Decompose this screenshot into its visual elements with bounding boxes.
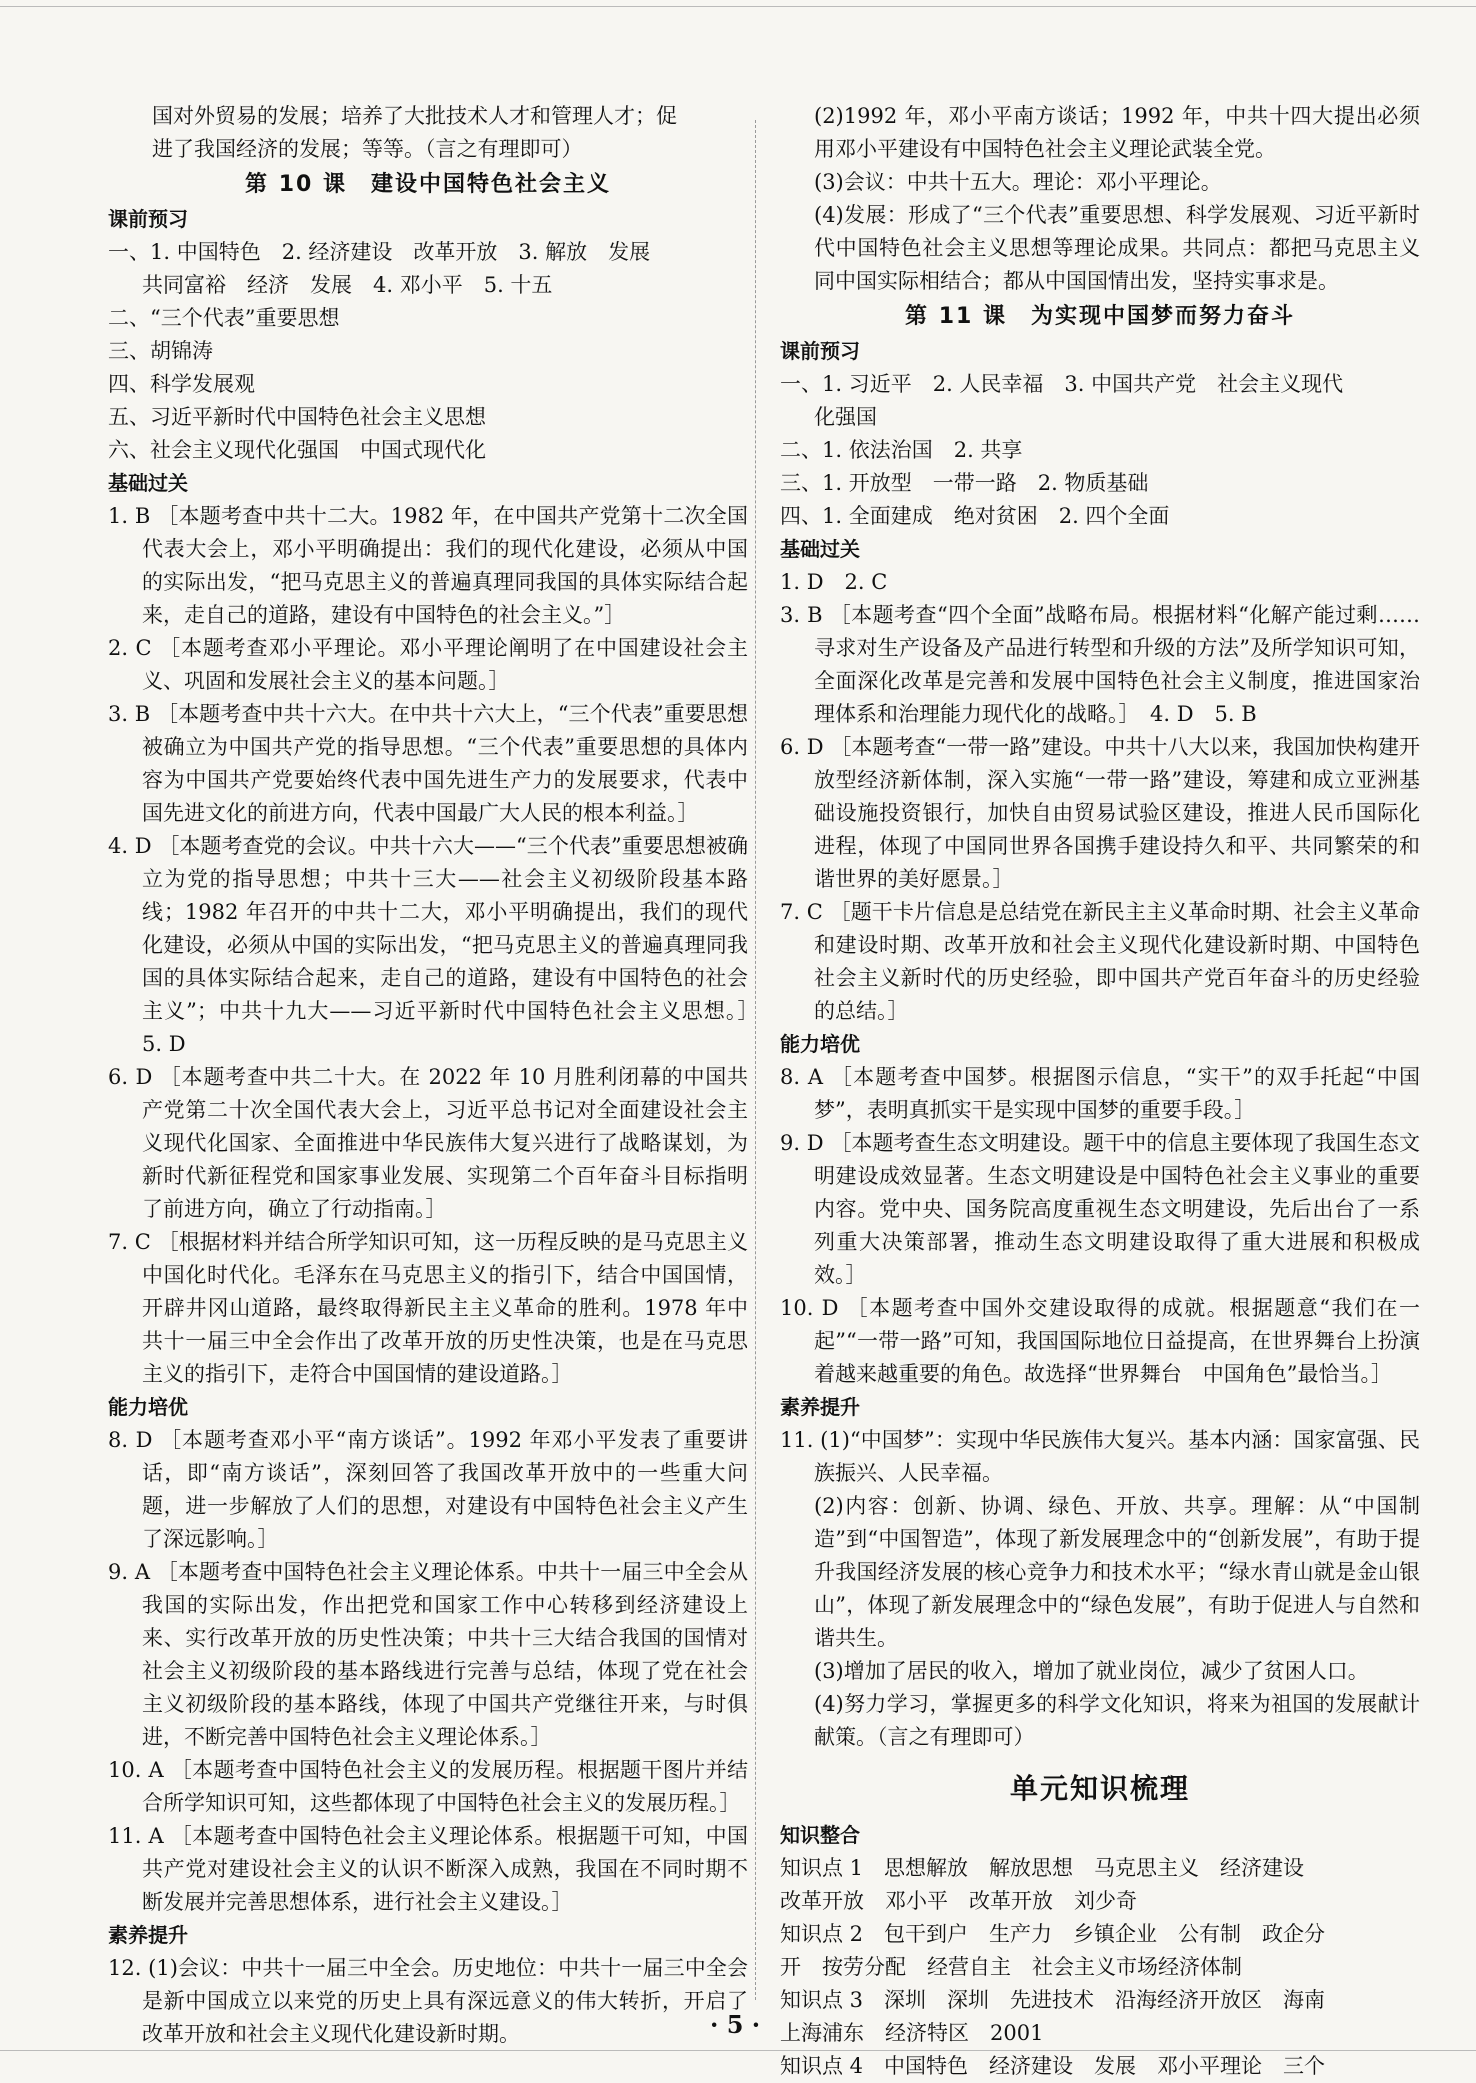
answer-line: 11. A ［本题考查中国特色社会主义理论体系。根据题干可知，中国共产党对建设社会主义的认识不断深入成熟，我国在不同时期不断发展并完善思想体系，进行社会主义建设。］: [108, 1824, 748, 1914]
answer-line: 改革开放 邓小平 改革开放 刘少奇: [780, 1889, 1137, 1913]
answer-line: 11. (1)“中国梦”：实现中华民族伟大复兴。基本内涵：国家富强、民族振兴、人民幸福。: [780, 1428, 1420, 1485]
lesson-title: 第 10 课 建设中国特色社会主义: [245, 172, 611, 197]
answer-line: 7. C ［根据材料并结合所学知识可知，这一历程反映的是马克思主义中国化时代化。毛泽东在马克思主义的指引下，结合中国国情，开辟井冈山道路，最终取得新民主主义革命的胜利。1978 年中共十一届三中全会作出了改革开放的历史性决策，也是在马克思主义的指引下，走符合中国国情的建设道路。］: [108, 1230, 748, 1386]
section-heading: 基础过关: [108, 471, 188, 495]
answer-line: 进了我国经济的发展；等等。（言之有理即可）: [152, 137, 583, 161]
column-divider: [755, 120, 756, 2000]
answer-line: 9. D ［本题考查生态文明建设。题干中的信息主要体现了我国生态文明建设成效显著。生态文明建设是中国特色社会主义事业的重要内容。党中央、国务院高度重视生态文明建设，先后出台了一系列重大决策部署，推动生态文明建设取得了重大进展和积极成效。］: [780, 1131, 1420, 1287]
answer-line: 知识点 2 包干到户 生产力 乡镇企业 公有制 政企分: [780, 1922, 1326, 1946]
section-heading: 课前预习: [780, 339, 860, 363]
answer-line: 3. B ［本题考查中共十六大。在中共十六大上，“三个代表”重要思想被确立为中国共产党的指导思想。“三个代表”重要思想的具体内容为中国共产党要始终代表中国先进生产力的发展要求，代表中国先进文化的前进方向，代表中国最广大人民的根本利益。］: [108, 702, 748, 825]
section-heading: 素养提升: [108, 1923, 188, 1947]
answer-line: 上海浦东 经济特区 2001: [780, 2021, 1044, 2045]
answer-line: 四、1. 全面建成 绝对贫困 2. 四个全面: [780, 504, 1170, 528]
answer-line: (3)会议：中共十五大。理论：邓小平理论。: [814, 170, 1222, 194]
bottom-rule: [0, 2050, 1476, 2051]
answer-line: 五、习近平新时代中国特色社会主义思想: [108, 405, 486, 429]
answer-line: 四、科学发展观: [108, 372, 255, 396]
section-heading: 知识整合: [780, 1823, 860, 1847]
section-heading: 能力培优: [108, 1395, 188, 1419]
answer-line: 化强国: [814, 405, 877, 429]
left-column: [108, 100, 769, 2051]
answer-line: 7. C ［题干卡片信息是总结党在新民主主义革命时期、社会主义革命和建设时期、改革开放和社会主义现代化建设新时期、中国特色社会主义新时代的历史经验，即中国共产党百年奋斗的历史经验的总结。］: [780, 900, 1420, 1023]
answer-line: 三、胡锦涛: [108, 339, 213, 363]
answer-line: 一、1. 中国特色 2. 经济建设 改革开放 3. 解放 发展: [108, 240, 651, 264]
answer-line: 国对外贸易的发展；培养了大批技术人才和管理人才；促: [152, 104, 677, 128]
answer-line: (4)努力学习，掌握更多的科学文化知识，将来为祖国的发展献计献策。（言之有理即可）: [814, 1692, 1420, 1749]
answer-line: 8. A ［本题考查中国梦。根据图示信息，“实干”的双手托起“中国梦”，表明真抓实干是实现中国梦的重要手段。］: [780, 1065, 1420, 1122]
answer-line: 开 按劳分配 经营自主 社会主义市场经济体制: [780, 1955, 1242, 1979]
answer-line: 三、1. 开放型 一带一路 2. 物质基础: [780, 471, 1149, 495]
answer-line: 10. D ［本题考查中国外交建设取得的成就。根据题意“我们在一起”“一带一路”可知，我国国际地位日益提高，在世界舞台上扮演着越来越重要的角色。故选择“世界舞台 中国角色”最恰当。］: [780, 1296, 1420, 1386]
right-column: [780, 100, 1420, 2083]
answer-line: 3. B ［本题考查“四个全面”战略布局。根据材料“化解产能过剩……寻求对生产设备及产品进行转型和升级的方法”及所学知识可知，全面深化改革是完善和发展中国特色社会主义制度，推进国家治理体系和治理能力现代化的战略。］ 4. D 5. B: [780, 603, 1420, 726]
answer-line: 8. D ［本题考查邓小平“南方谈话”。1992 年邓小平发表了重要讲话，即“南方谈话”，深刻回答了我国改革开放中的一些重大问题，进一步解放了人们的思想，对建设有中国特色社会主义产生了深远影响。］: [108, 1428, 748, 1551]
section-heading: 素养提升: [780, 1395, 860, 1419]
answer-line: 共同富裕 经济 发展 4. 邓小平 5. 十五: [142, 273, 553, 297]
top-rule: [0, 6, 1476, 7]
answer-line: 二、“三个代表”重要思想: [108, 306, 340, 330]
answer-line: 4. D ［本题考查党的会议。中共十六大——“三个代表”重要思想被确立为党的指导思想；中共十三大——社会主义初级阶段基本路线；1982 年召开的中共十二大，邓小平明确提出，我们的现代化建设，必须从中国的实际出发，“把马克思主义的普遍真理同我国的具体实际结合起来，走自己的道路，建设有中国特色的社会主义”；中共十九大——习近平新时代中国特色社会主义思想。］ 5. D: [108, 834, 769, 1056]
answer-line: 1. D 2. C: [780, 570, 888, 594]
answer-line: 12. (1)会议：中共十一届三中全会。历史地位：中共十一届三中全会是新中国成立以来党的历史上具有深远意义的伟大转折，开启了改革开放和社会主义现代化建设新时期。: [108, 1956, 748, 2046]
answer-line: 9. A ［本题考查中国特色社会主义理论体系。中共十一届三中全会从我国的实际出发，作出把党和国家工作中心转移到经济建设上来、实行改革开放的历史性决策；中共十三大结合我国的国情对社会主义初级阶段的基本路线进行完善与总结，体现了党在社会主义初级阶段的基本路线，体现了中国共产党继往开来，与时俱进，不断完善中国特色社会主义理论体系。］: [108, 1560, 748, 1749]
answer-line: (4)发展：形成了“三个代表”重要思想、科学发展观、习近平新时代中国特色社会主义思想等理论成果。共同点：都把马克思主义同中国实际相结合；都从中国国情出发，坚持实事求是。: [814, 203, 1420, 293]
section-heading: 课前预习: [108, 207, 188, 231]
answer-line: 6. D ［本题考查中共二十大。在 2022 年 10 月胜利闭幕的中国共产党第二十次全国代表大会上，习近平总书记对全面建设社会主义现代化国家、全面推进中华民族伟大复兴进行了战略谋划，为新时代新征程党和国家事业发展、实现第二个百年奋斗目标指明了前进方向，确立了行动指南。］: [108, 1065, 748, 1221]
answer-line: (3)增加了居民的收入，增加了就业岗位，减少了贫困人口。: [814, 1659, 1369, 1683]
section-heading: 基础过关: [780, 537, 860, 561]
answer-line: 二、1. 依法治国 2. 共享: [780, 438, 1023, 462]
page-number: · 5 ·: [710, 2010, 761, 2039]
answer-line: 10. A ［本题考查中国特色社会主义的发展历程。根据题干图片并结合所学知识可知，这些都体现了中国特色社会主义的发展历程。］: [108, 1758, 748, 1815]
answer-line: 一、1. 习近平 2. 人民幸福 3. 中国共产党 社会主义现代: [780, 372, 1344, 396]
answer-line: 知识点 3 深圳 深圳 先进技术 沿海经济开放区 海南: [780, 1988, 1326, 2012]
answer-line: 6. D ［本题考查“一带一路”建设。中共十八大以来，我国加快构建开放型经济新体制，深入实施“一带一路”建设，筹建和成立亚洲基础设施投资银行，加快自由贸易试验区建设，推进人民币国际化进程，体现了中国同世界各国携手建设持久和平、共同繁荣的和谐世界的美好愿景。］: [780, 735, 1420, 891]
answer-line: (2)内容：创新、协调、绿色、开放、共享。理解：从“中国制造”到“中国智造”，体现了新发展理念中的“创新发展”，有助于提升我国经济发展的核心竞争力和技术水平；“绿水青山就是金山银山”，体现了新发展理念中的“绿色发展”，有助于促进人与自然和谐共生。: [814, 1494, 1420, 1650]
lesson-title: 第 11 课 为实现中国梦而努力奋斗: [905, 304, 1295, 329]
answer-line: 知识点 1 思想解放 解放思想 马克思主义 经济建设: [780, 1856, 1305, 1880]
answer-line: 2. C ［本题考查邓小平理论。邓小平理论阐明了在中国建设社会主义、巩固和发展社会主义的基本问题。］: [108, 636, 748, 693]
answer-line: 1. B ［本题考查中共十二大。1982 年，在中国共产党第十二次全国代表大会上，邓小平明确提出：我们的现代化建设，必须从中国的实际出发，“把马克思主义的普遍真理同我国的具体实际结合起来，走自己的道路，建设有中国特色的社会主义。”］: [108, 504, 748, 627]
answer-line: 六、社会主义现代化强国 中国式现代化: [108, 438, 486, 462]
unit-title: 单元知识梳理: [1009, 1772, 1190, 1805]
answer-line: 知识点 4 中国特色 经济建设 发展 邓小平理论 三个: [780, 2054, 1326, 2078]
section-heading: 能力培优: [780, 1032, 860, 1056]
answer-line: (2)1992 年，邓小平南方谈话；1992 年，中共十四大提出必须用邓小平建设有中国特色社会主义理论武装全党。: [814, 104, 1420, 161]
